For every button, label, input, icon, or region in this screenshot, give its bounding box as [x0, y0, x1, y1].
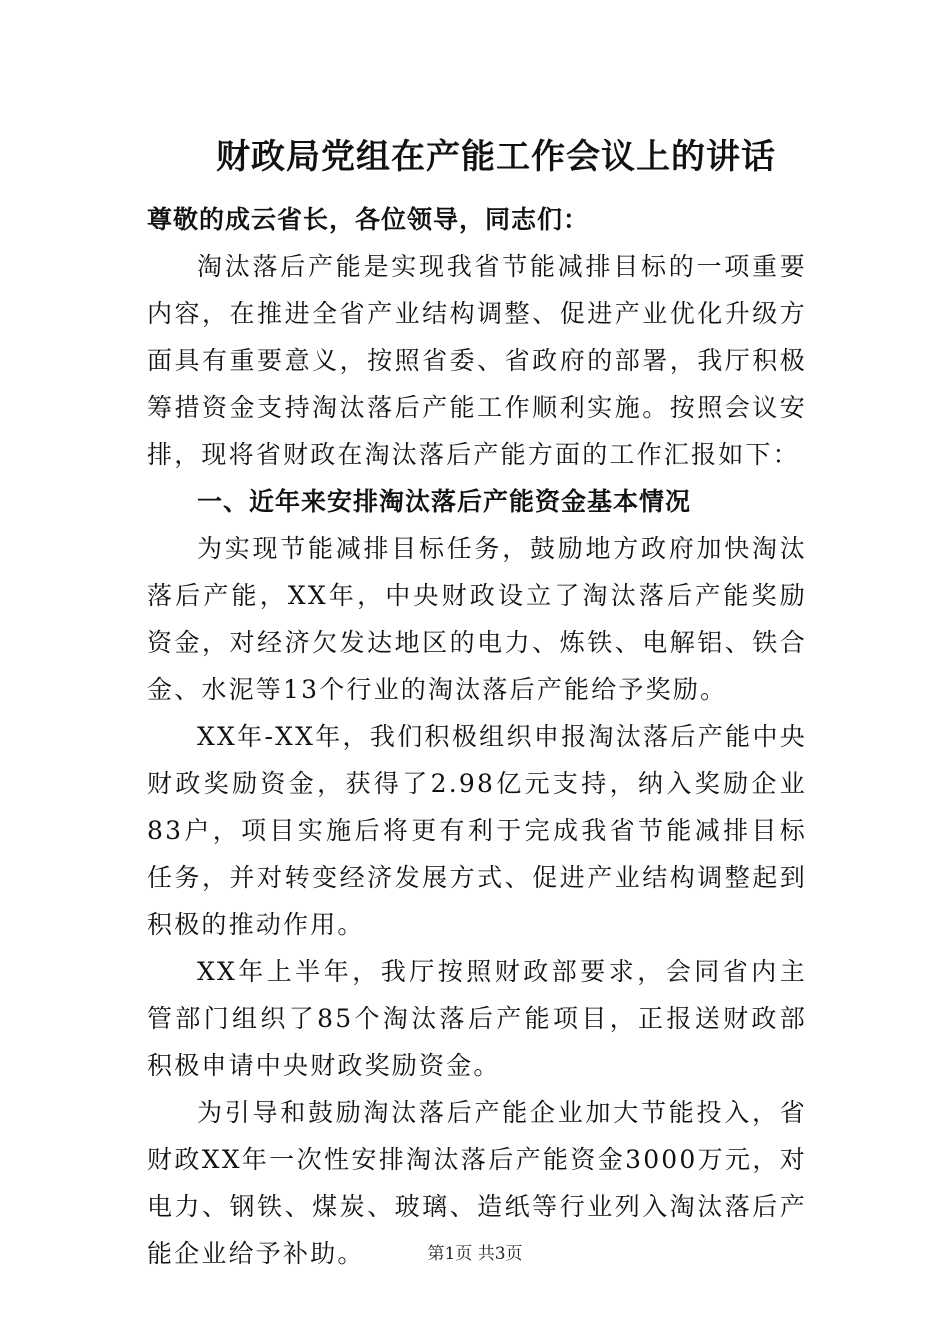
paragraph-application: XX年-XX年，我们积极组织申报淘汰落后产能中央财政奖励资金，获得了2.98亿元支持，纳入奖励企业83户，项目实施后将更有利于完成我省节能减排目标任务，并对转变经济发展方式、促进产业结构调整起到积极的推动作用。: [147, 722, 807, 939]
page-footer: 第1页 共3页: [427, 1244, 523, 1264]
document-title: 财政局党组在产能工作会议上的讲话: [216, 137, 776, 177]
section-heading-1: 一、近年来安排淘汰落后产能资金基本情况: [197, 487, 692, 516]
paragraph-central-fund: 为实现节能减排目标任务，鼓励地方政府加快淘汰落后产能，XX年，中央财政设立了淘汰落后产能奖励资金，对经济欠发达地区的电力、炼铁、电解铝、铁合金、水泥等13个行业的淘汰落后产能给予奖励。: [147, 534, 807, 704]
salutation: 尊敬的成云省长，各位领导，同志们：: [147, 205, 590, 234]
paragraph-provincial-fund: 为引导和鼓励淘汰落后产能企业加大节能投入，省财政XX年一次性安排淘汰落后产能资金3000万元，对电力、钢铁、煤炭、玻璃、造纸等行业列入淘汰落后产能企业给予补助。: [147, 1098, 807, 1268]
document-body: [147, 196, 807, 1277]
paragraph-first-half: XX年上半年，我厅按照财政部要求，会同省内主管部门组织了85个淘汰落后产能项目，正报送财政部积极申请中央财政奖励资金。: [147, 957, 807, 1080]
paragraph-intro: 淘汰落后产能是实现我省节能减排目标的一项重要内容，在推进全省产业结构调整、促进产业优化升级方面具有重要意义，按照省委、省政府的部署，我厅积极筹措资金支持淘汰落后产能工作顺利实施。按照会议安排，现将省财政在淘汰落后产能方面的工作汇报如下：: [147, 252, 807, 469]
